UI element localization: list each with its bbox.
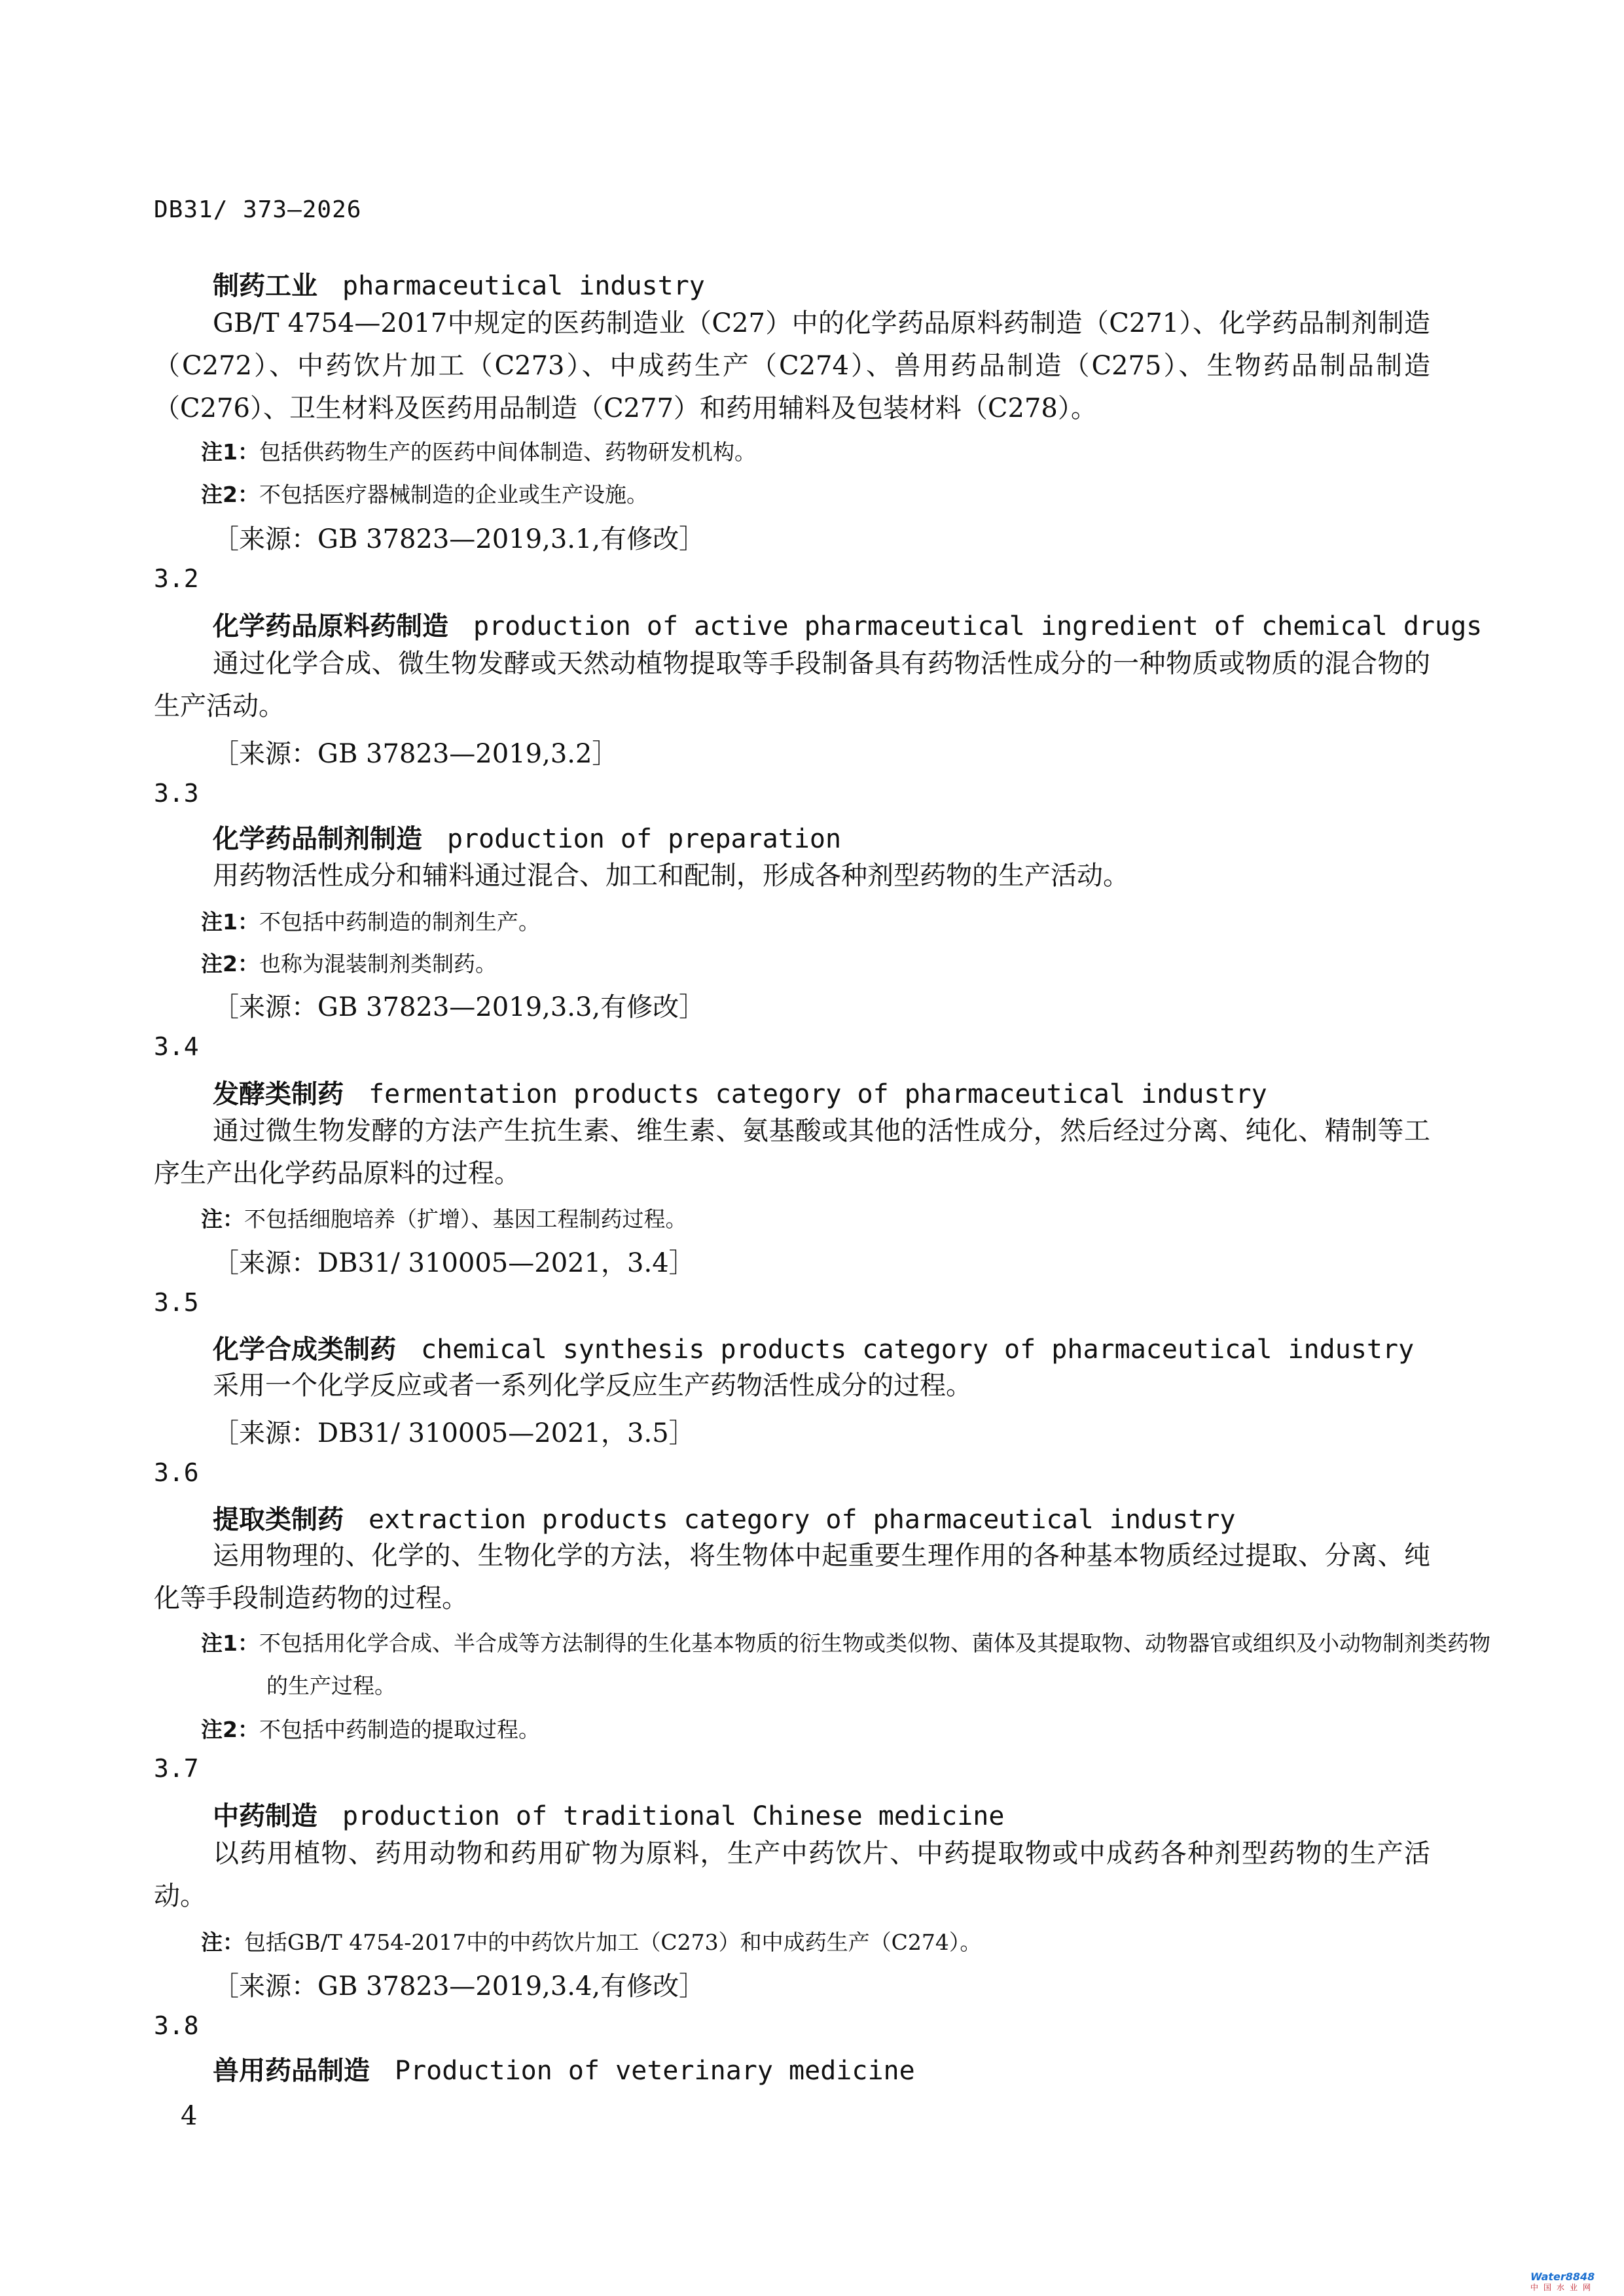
term-zh: 制药工业 [213,271,317,301]
note-label: 注1： [201,1630,259,1656]
note-text: 包括供药物生产的医药中间体制造、药物研发机构。 [259,439,756,465]
note-text: 不包括医疗器械制造的企业或生产设施。 [259,482,648,507]
section-number-3-3: 3.3 [154,779,199,808]
term-zh: 化学合成类制药 [213,1335,396,1365]
term-en: chemical synthesis products category of pharmaceutical industry [421,1335,1415,1365]
watermark-subtext: 中国水业网 [1530,2283,1597,2292]
page-number: 4 [181,2101,198,2131]
definition-3-6: 运用物理的、化学的、生物化学的方法，将生物体中起重要生理作用的各种基本物质经过提取、分离、纯化等手段制造药物的过程。 [154,1541,1430,1613]
definition-3-1: GB/T 4754—2017中规定的医药制造业（C27）中的化学药品原料药制造（C271）、化学药品制剂制造（C272）、中药饮片加工（C273）、中成药生产（C274）、兽用药品制造（C275）、生物药品制品制造（C276）、卫生材料及医药用品制造（C277）和药用辅料及包装材料（C278）。 [154,308,1430,423]
note-3-6-1 [201,1622,1497,1707]
term-3-3 [213,818,841,855]
term-3-4 [213,1073,1267,1111]
term-en: production of preparation [447,824,842,854]
note-3-7 [201,1921,1432,1964]
definition-3-2: 通过化学合成、微生物发酵或天然动植物提取等手段制备具有药物活性成分的一种物质或物质的混合物的生产活动。 [154,649,1430,721]
term-zh: 兽用药品制造 [213,2056,370,2086]
note-label: 注： [201,1206,244,1232]
note-text: 不包括中药制造的提取过程。 [259,1717,540,1742]
note-label: 注1： [201,439,259,465]
term-3-7 [213,1795,1004,1833]
source-3-4: ［来源：DB31/ 310005—2021，3.4］ [213,1248,695,1278]
note-3-1-2 [201,473,1432,516]
note-label: 注： [201,1929,244,1955]
note-text: 不包括中药制造的制剂生产。 [259,909,540,935]
section-number-3-5: 3.5 [154,1288,199,1317]
note-label: 注1： [201,909,259,935]
term-zh: 化学药品制剂制造 [213,824,422,854]
source-3-1: ［来源：GB 37823—2019,3.1,有修改］ [213,524,706,554]
note-text: 不包括用化学合成、半合成等方法制得的生化基本物质的衍生物或类似物、菌体及其提取物、动物器官或组织及小动物制剂类药物的生产过程。 [259,1630,1490,1698]
section-number-3-6: 3.6 [154,1458,199,1487]
definition-3-7: 以药用植物、药用动物和药用矿物为原料，生产中药饮片、中药提取物或中成药各种剂型药物的生产活动。 [154,1839,1430,1911]
source-3-7: ［来源：GB 37823—2019,3.4,有修改］ [213,1971,706,2001]
note-text: 不包括细胞培养（扩增）、基因工程制药过程。 [244,1206,687,1232]
definition-3-3: 用药物活性成分和辅料通过混合、加工和配制，形成各种剂型药物的生产活动。 [213,861,1129,891]
term-3-1 [213,265,705,302]
note-3-4 [201,1198,1432,1240]
source-3-2: ［来源：GB 37823—2019,3.2］ [213,739,619,769]
definition-3-4: 通过微生物发酵的方法产生抗生素、维生素、氨基酸或其他的活性成分，然后经过分离、纯化、精制等工序生产出化学药品原料的过程。 [154,1116,1430,1189]
section-number-3-2: 3.2 [154,564,199,593]
section-number-3-8: 3.8 [154,2011,199,2040]
note-3-3-2 [201,942,1432,985]
note-label: 注2： [201,1717,259,1742]
document-code: DB31/ 373—2026 [154,196,362,223]
section-number-3-7: 3.7 [154,1754,199,1783]
note-label: 注2： [201,951,259,977]
note-text: 包括GB/T 4754-2017中的中药饮片加工（C273）和中成药生产（C274）。 [244,1929,982,1955]
term-en: pharmaceutical industry [342,271,705,301]
definition-3-5: 采用一个化学反应或者一系列化学反应生产药物活性成分的过程。 [213,1371,972,1401]
term-3-6 [213,1499,1236,1536]
note-text: 也称为混装制剂类制药。 [259,951,497,977]
watermark-text: Water8848 [1530,2270,1595,2283]
note-3-6-2 [201,1708,1432,1751]
term-en: production of active pharmaceutical ingredient of chemical drugs [473,611,1483,641]
term-zh: 发酵类制药 [213,1079,344,1109]
term-zh: 化学药品原料药制造 [213,611,448,641]
note-label: 注2： [201,482,259,507]
watermark-logo [1530,2271,1615,2293]
term-en: Production of veterinary medicine [395,2056,915,2086]
term-3-2 [213,605,1482,643]
term-en: production of traditional Chinese medicine [342,1801,1005,1831]
note-3-1-1 [201,431,1432,473]
term-en: extraction products category of pharmaceutical industry [369,1505,1236,1535]
term-zh: 提取类制药 [213,1505,344,1535]
term-zh: 中药制造 [213,1801,317,1831]
term-3-8 [213,2050,915,2087]
term-en: fermentation products category of pharmaceutical industry [369,1079,1267,1109]
source-3-5: ［来源：DB31/ 310005—2021，3.5］ [213,1418,695,1448]
section-number-3-4: 3.4 [154,1032,199,1061]
note-3-3-1 [201,901,1432,943]
term-3-5 [213,1329,1414,1366]
source-3-3: ［来源：GB 37823—2019,3.3,有修改］ [213,992,706,1022]
